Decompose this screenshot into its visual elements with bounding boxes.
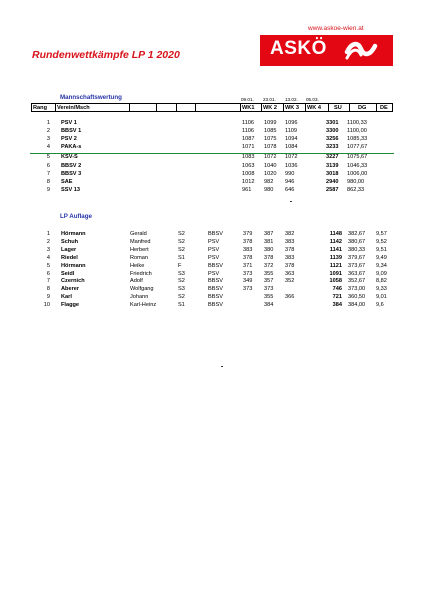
cell-first: Roman <box>130 254 149 261</box>
date-wk2: 23.01. <box>263 97 276 102</box>
cell-su: 3256 <box>326 136 339 142</box>
cell-wk2: 1072 <box>264 154 277 160</box>
cell-rang: 5 <box>46 262 50 269</box>
cell-name: BBSV 3 <box>61 171 82 177</box>
logo-swoosh-icon <box>344 38 384 63</box>
cell-rang: 4 <box>46 144 50 150</box>
section-title-individual: LP Auflage <box>60 213 92 220</box>
col-wk3: WK 3 <box>283 103 305 112</box>
cell-rang: 6 <box>46 270 50 277</box>
cell-rang: 8 <box>46 286 50 293</box>
cell-name: BBSV 1 <box>61 128 82 134</box>
cell-wk2: 1075 <box>264 136 277 142</box>
cell-first: Gerald <box>130 231 147 237</box>
cell-wk1: 1087 <box>242 136 255 142</box>
cell-wk1: 961 <box>242 187 252 193</box>
cell-wk1: 373 <box>243 286 253 293</box>
cell-name: KSV-S <box>61 154 78 160</box>
cell-wk1: 1106 <box>242 128 255 134</box>
cell-de: 9,34 <box>376 262 387 269</box>
cell-dg: 379,67 <box>348 254 366 261</box>
cell-klasse: S3 <box>178 286 185 293</box>
table-row <box>0 143 424 151</box>
col-wk2: WK 2 <box>261 103 283 112</box>
cell-wk2: 355 <box>264 294 274 301</box>
cell-wk1: 371 <box>243 262 253 269</box>
table-row <box>0 153 424 161</box>
table-row <box>0 285 424 293</box>
cell-wk2: 372 <box>264 262 274 269</box>
cell-wk1: 378 <box>243 238 253 245</box>
cell-last: Aberer <box>61 286 80 293</box>
cell-wk3: 1072 <box>285 154 298 160</box>
cell-wk3: 1096 <box>285 120 298 126</box>
col-empty-1 <box>129 103 156 112</box>
section-title-team: Mannschaftswertung <box>60 94 122 101</box>
date-wk4: 05.03. <box>306 97 319 102</box>
cell-first: Heike <box>130 262 145 269</box>
table-row <box>0 127 424 135</box>
cell-su: 721 <box>332 294 342 301</box>
cell-wk1: 1083 <box>242 154 255 160</box>
table-row <box>0 162 424 170</box>
cell-dg: 352,67 <box>348 278 366 285</box>
cell-wk1: 1106 <box>242 120 255 126</box>
cell-verein: BBSV <box>208 278 223 285</box>
cell-wk2: 373 <box>264 286 274 293</box>
stray-mark <box>290 201 292 202</box>
cell-de: 9,51 <box>376 246 387 253</box>
cell-dg: 373,67 <box>348 262 366 269</box>
table-row <box>0 262 424 270</box>
cell-wk2: 384 <box>264 302 274 309</box>
col-rang: Rang <box>31 103 55 112</box>
cell-wk1: 1071 <box>242 144 255 150</box>
cell-dg: 373,00 <box>348 286 366 293</box>
cell-verein: PSV <box>208 254 220 261</box>
cell-de: 8,82 <box>376 278 387 285</box>
cell-wk3: 1036 <box>285 163 298 169</box>
cell-verein: BBSV <box>208 302 223 309</box>
cell-klasse: S2 <box>178 238 185 245</box>
table-row <box>0 277 424 285</box>
cell-verein: PSV <box>208 246 220 253</box>
cell-su: 746 <box>332 286 342 293</box>
cell-first: Wolfgang <box>130 286 154 293</box>
cell-verein: BBSV <box>208 294 223 301</box>
cell-su: 1058 <box>329 278 342 285</box>
cell-dg: 380,67 <box>348 238 366 245</box>
cell-de: 9,52 <box>376 238 387 245</box>
cell-wk3: 1084 <box>285 144 298 150</box>
cell-rang: 8 <box>46 179 50 185</box>
cell-su: 384 <box>332 302 342 309</box>
cell-su: 1142 <box>329 238 342 245</box>
col-empty-3 <box>176 103 195 112</box>
table-row <box>0 246 424 254</box>
cell-wk3: 383 <box>285 238 295 245</box>
cell-klasse: S1 <box>178 302 185 309</box>
cell-dg: 1100,33 <box>347 120 367 126</box>
cell-wk2: 357 <box>264 278 274 285</box>
cell-wk3: 946 <box>285 179 295 185</box>
col-verein: Verein/Msch <box>55 103 129 112</box>
cell-su: 1148 <box>329 231 342 237</box>
cell-wk3: 382 <box>285 231 295 237</box>
cell-dg: 1100,00 <box>347 128 367 134</box>
col-wk1: WK1 <box>240 103 261 112</box>
cell-dg: 980,00 <box>347 179 365 185</box>
col-wk4: WK 4 <box>305 103 328 112</box>
cell-dg: 1075,67 <box>347 154 368 160</box>
cell-name: PAKA-s <box>61 144 82 150</box>
table-row <box>0 270 424 278</box>
cell-wk2: 1020 <box>264 171 277 177</box>
cell-wk3: 1109 <box>285 128 298 134</box>
table-row <box>0 230 424 238</box>
cell-last: Schuh <box>61 238 79 245</box>
cell-last: Seidl <box>61 270 75 277</box>
logo-text: ASKÖ <box>270 38 327 59</box>
cell-klasse: S2 <box>178 246 185 253</box>
cell-wk2: 378 <box>264 254 274 261</box>
cell-last: Lager <box>61 246 77 253</box>
cell-klasse: S3 <box>178 270 185 277</box>
cell-name: PSV 2 <box>61 136 77 142</box>
cell-dg: 1085,33 <box>347 136 368 142</box>
cell-wk2: 1099 <box>264 120 277 126</box>
cell-first: Friedrich <box>130 270 152 277</box>
cell-wk2: 380 <box>264 246 274 253</box>
table-row <box>0 135 424 143</box>
askoe-logo <box>260 35 393 66</box>
cell-su: 2587 <box>326 187 339 193</box>
cell-wk3: 352 <box>285 278 295 285</box>
cell-rang: 3 <box>46 246 50 253</box>
cell-wk1: 349 <box>243 278 253 285</box>
cell-wk3: 646 <box>285 187 295 193</box>
cell-dg: 862,33 <box>347 187 365 193</box>
stray-mark <box>221 366 223 367</box>
cell-wk2: 980 <box>264 187 274 193</box>
cell-dg: 384,00 <box>348 302 366 309</box>
cell-wk2: 982 <box>264 179 274 185</box>
cell-last: Hörmann <box>61 231 86 237</box>
cell-su: 3018 <box>326 171 339 177</box>
cell-rang: 2 <box>46 238 50 245</box>
cell-wk1: 1008 <box>242 171 255 177</box>
col-empty-4 <box>195 103 240 112</box>
cell-verein: BBSV <box>208 231 223 237</box>
cell-wk2: 1040 <box>264 163 277 169</box>
cell-rang: 6 <box>46 163 50 169</box>
table-row <box>0 178 424 186</box>
cell-su: 2940 <box>326 179 339 185</box>
cell-wk1: 1012 <box>242 179 255 185</box>
cell-last: Flagge <box>61 302 80 309</box>
cell-klasse: S1 <box>178 254 185 261</box>
cell-klasse: S2 <box>178 294 185 301</box>
cell-dg: 1077,67 <box>347 144 368 150</box>
table-row <box>0 186 424 194</box>
cell-su: 3227 <box>326 154 339 160</box>
cell-verein: BBSV <box>208 262 223 269</box>
cell-de: 9,57 <box>376 231 387 237</box>
cell-wk2: 387 <box>264 231 274 237</box>
cell-rang: 3 <box>46 136 50 142</box>
table-row <box>0 119 424 127</box>
cell-rang: 10 <box>43 302 50 309</box>
cell-wk2: 355 <box>264 270 274 277</box>
cell-de: 9,33 <box>376 286 387 293</box>
cell-verein: PSV <box>208 270 220 277</box>
cell-dg: 360,50 <box>348 294 366 301</box>
cell-wk1: 379 <box>243 231 253 237</box>
cell-su: 3300 <box>326 128 339 134</box>
table-row <box>0 293 424 301</box>
cell-last: Hörmann <box>61 262 86 269</box>
cell-rang: 9 <box>46 187 50 193</box>
separator-line <box>30 153 394 154</box>
cell-rang: 1 <box>46 120 50 126</box>
cell-klasse: S2 <box>178 278 185 285</box>
cell-dg: 380,33 <box>348 246 366 253</box>
cell-rang: 7 <box>46 278 50 285</box>
cell-wk3: 383 <box>285 254 295 261</box>
cell-de: 9,09 <box>376 270 387 277</box>
cell-first: Karl-Heinz <box>130 302 157 309</box>
cell-last: Karl <box>61 294 72 301</box>
cell-wk1: 1063 <box>242 163 255 169</box>
cell-rang: 9 <box>46 294 50 301</box>
cell-first: Johann <box>130 294 149 301</box>
cell-rang: 4 <box>46 254 50 261</box>
col-empty-2 <box>156 103 176 112</box>
cell-su: 1121 <box>329 262 342 269</box>
cell-klasse: F <box>178 262 182 269</box>
date-wk3: 13.02. <box>285 97 298 102</box>
cell-rang: 1 <box>46 231 50 237</box>
cell-su: 3301 <box>326 120 339 126</box>
cell-wk3: 378 <box>285 262 295 269</box>
cell-name: SSV 13 <box>61 187 80 193</box>
date-wk1: 09.01. <box>241 97 254 102</box>
cell-wk2: 1078 <box>264 144 277 150</box>
cell-rang: 5 <box>46 154 50 160</box>
cell-rang: 7 <box>46 171 50 177</box>
cell-su: 1141 <box>329 246 342 253</box>
col-su: SU <box>328 103 349 112</box>
cell-name: SAE <box>61 179 73 185</box>
cell-wk1: 383 <box>243 246 253 253</box>
cell-wk3: 366 <box>285 294 295 301</box>
cell-wk2: 1085 <box>264 128 277 134</box>
cell-dg: 382,67 <box>348 231 366 237</box>
cell-verein: BBSV <box>208 286 223 293</box>
cell-dg: 1006,00 <box>347 171 368 177</box>
cell-name: BBSV 2 <box>61 163 82 169</box>
cell-last: Czernich <box>61 278 85 285</box>
cell-wk3: 1094 <box>285 136 298 142</box>
table-row <box>0 170 424 178</box>
website-url[interactable]: www.askoe-wien.at <box>308 25 364 32</box>
cell-de: 9,49 <box>376 254 387 261</box>
cell-wk3: 378 <box>285 246 295 253</box>
cell-wk3: 363 <box>285 270 295 277</box>
cell-wk1: 373 <box>243 270 253 277</box>
col-dg: DG <box>349 103 376 112</box>
cell-wk3: 990 <box>285 171 295 177</box>
cell-wk2: 381 <box>264 238 274 245</box>
cell-rang: 2 <box>46 128 50 134</box>
table-row <box>0 238 424 246</box>
cell-de: 9,01 <box>376 294 387 301</box>
cell-klasse: S2 <box>178 231 185 237</box>
cell-name: PSV 1 <box>61 120 77 126</box>
cell-su: 1139 <box>329 254 342 261</box>
cell-su: 3139 <box>326 163 339 169</box>
cell-first: Herbert <box>130 246 149 253</box>
cell-verein: PSV <box>208 238 220 245</box>
cell-dg: 1046,33 <box>347 163 368 169</box>
col-de: DE <box>376 103 393 112</box>
page-title: Rundenwettkämpfe LP 1 2020 <box>32 49 180 61</box>
table-row <box>0 254 424 262</box>
cell-dg: 363,67 <box>348 270 366 277</box>
cell-first: Adolf <box>130 278 143 285</box>
cell-de: 9,6 <box>376 302 384 309</box>
cell-last: Riedel <box>61 254 78 261</box>
cell-su: 3233 <box>326 144 339 150</box>
team-table-header <box>31 103 393 112</box>
cell-first: Manfred <box>130 238 151 245</box>
cell-su: 1091 <box>329 270 342 277</box>
cell-wk1: 378 <box>243 254 253 261</box>
table-row <box>0 301 424 309</box>
